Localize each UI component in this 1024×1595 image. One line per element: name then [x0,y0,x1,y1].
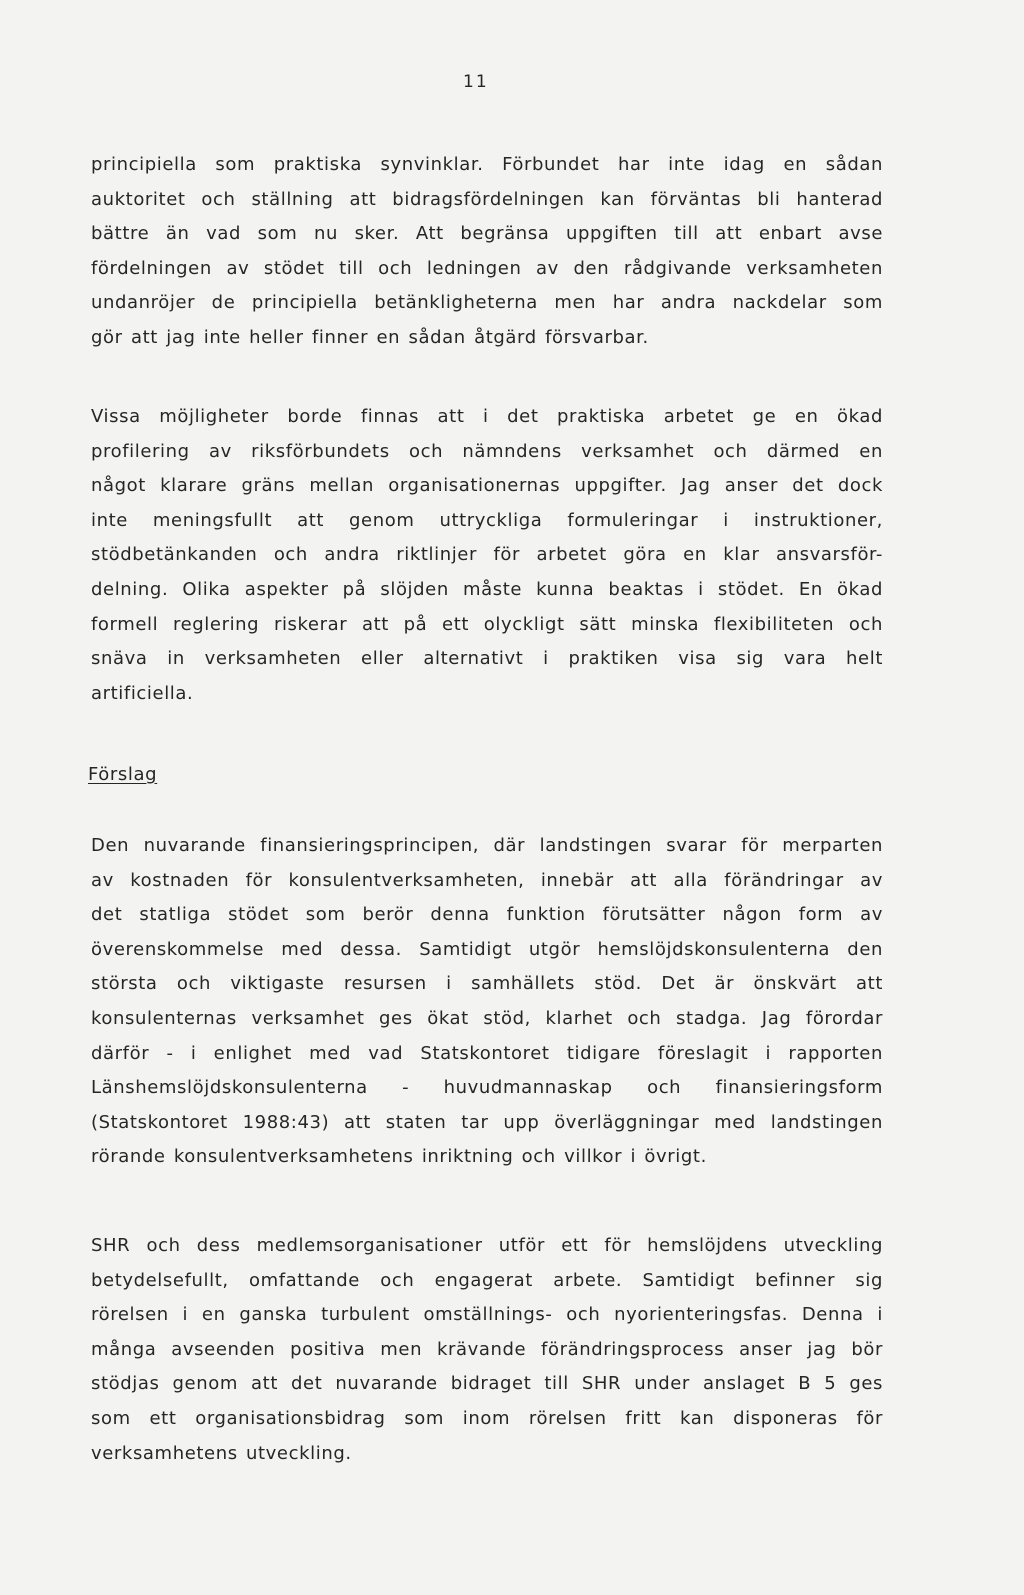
text-line: Den nuvarande finansieringsprincipen, där landstingen svarar för merparten [91,835,883,856]
page-number: 11 [463,72,489,92]
text-line: av kostnaden för konsulentverksamheten, innebär att alla förändringar av [91,869,883,891]
text-line: stödjas genom att det nuvarande bidraget till SHR under anslaget B 5 ges [91,1373,883,1395]
text-line: artificiella. [91,682,194,704]
text-line: snäva in verksamheten eller alternativt i praktiken visa sig vara helt [91,648,883,670]
text-line: största och viktigaste resursen i samhällets stöd. Det är önskvärt att [91,973,883,995]
text-line: Länshemslöjdskonsulenterna - huvudmannaskap och finansieringsform [91,1077,883,1099]
text-line: betydelsefullt, omfattande och engagerat arbete. Samtidigt befinner sig [91,1269,883,1291]
section-heading: Förslag [88,764,158,785]
text-line: undanröjer de principiella betänkligheterna men har andra nackdelar som [91,292,883,314]
text-line: profilering av riksförbundets och nämndens verksamhet och därmed en [91,440,883,462]
text-line: därför - i enlighet med vad Statskontoret tidigare föreslagit i rapporten [91,1042,883,1064]
text-line: konsulenternas verksamhet ges ökat stöd, klarhet och stadga. Jag förordar [91,1007,883,1029]
text-line: fördelningen av stödet till och ledningen av den rådgivande verksamheten [91,257,883,279]
text-line: principiella som praktiska synvinklar. Förbundet har inte idag en sådan [91,154,883,175]
text-line: överenskommelse med dessa. Samtidigt utgör hemslöjdskonsulenterna den [91,938,883,960]
paragraph-1 [91,148,883,356]
text-line: rörelsen i en ganska turbulent omställnings- och nyorienteringsfas. Denna i [91,1304,883,1326]
text-line: Vissa möjligheter borde finnas att i det praktiska arbetet ge en ökad [91,406,883,427]
text-line: auktoritet och ställning att bidragsfördelningen kan förväntas bli hanterad [91,188,883,210]
text-line: något klarare gräns mellan organisationernas uppgifter. Jag anser det dock [91,475,883,497]
text-line: det statliga stödet som berör denna funktion förutsätter någon form av [91,904,883,926]
paragraph-2 [91,400,883,711]
text-line: (Statskontoret 1988:43) att staten tar upp överläggningar med landstingen [91,1111,883,1133]
text-line: rörande konsulentverksamhetens inriktning och villkor i övrigt. [91,1146,707,1168]
paragraph-3 [91,829,883,1175]
text-line: stödbetänkanden och andra riktlinjer för arbetet göra en klar ansvarsför- [91,544,883,566]
text-line: inte meningsfullt att genom uttryckliga formuleringar i instruktioner, [91,509,883,531]
text-line: verksamhetens utveckling. [91,1442,352,1464]
text-line: många avseenden positiva men krävande förändringsprocess anser jag bör [91,1338,883,1360]
text-line: SHR och dess medlemsorganisationer utför ett för hemslöjdens utveckling [91,1235,883,1256]
text-line: som ett organisationsbidrag som inom rörelsen fritt kan disponeras för [91,1407,883,1429]
text-line: delning. Olika aspekter på slöjden måste kunna beaktas i stödet. En ökad [91,578,883,600]
text-line: bättre än vad som nu sker. Att begränsa uppgiften till att enbart avse [91,223,883,245]
text-line: gör att jag inte heller finner en sådan åtgärd försvarbar. [91,326,649,348]
text-line: formell reglering riskerar att på ett olyckligt sätt minska flexibiliteten och [91,613,883,635]
paragraph-4 [91,1229,883,1471]
